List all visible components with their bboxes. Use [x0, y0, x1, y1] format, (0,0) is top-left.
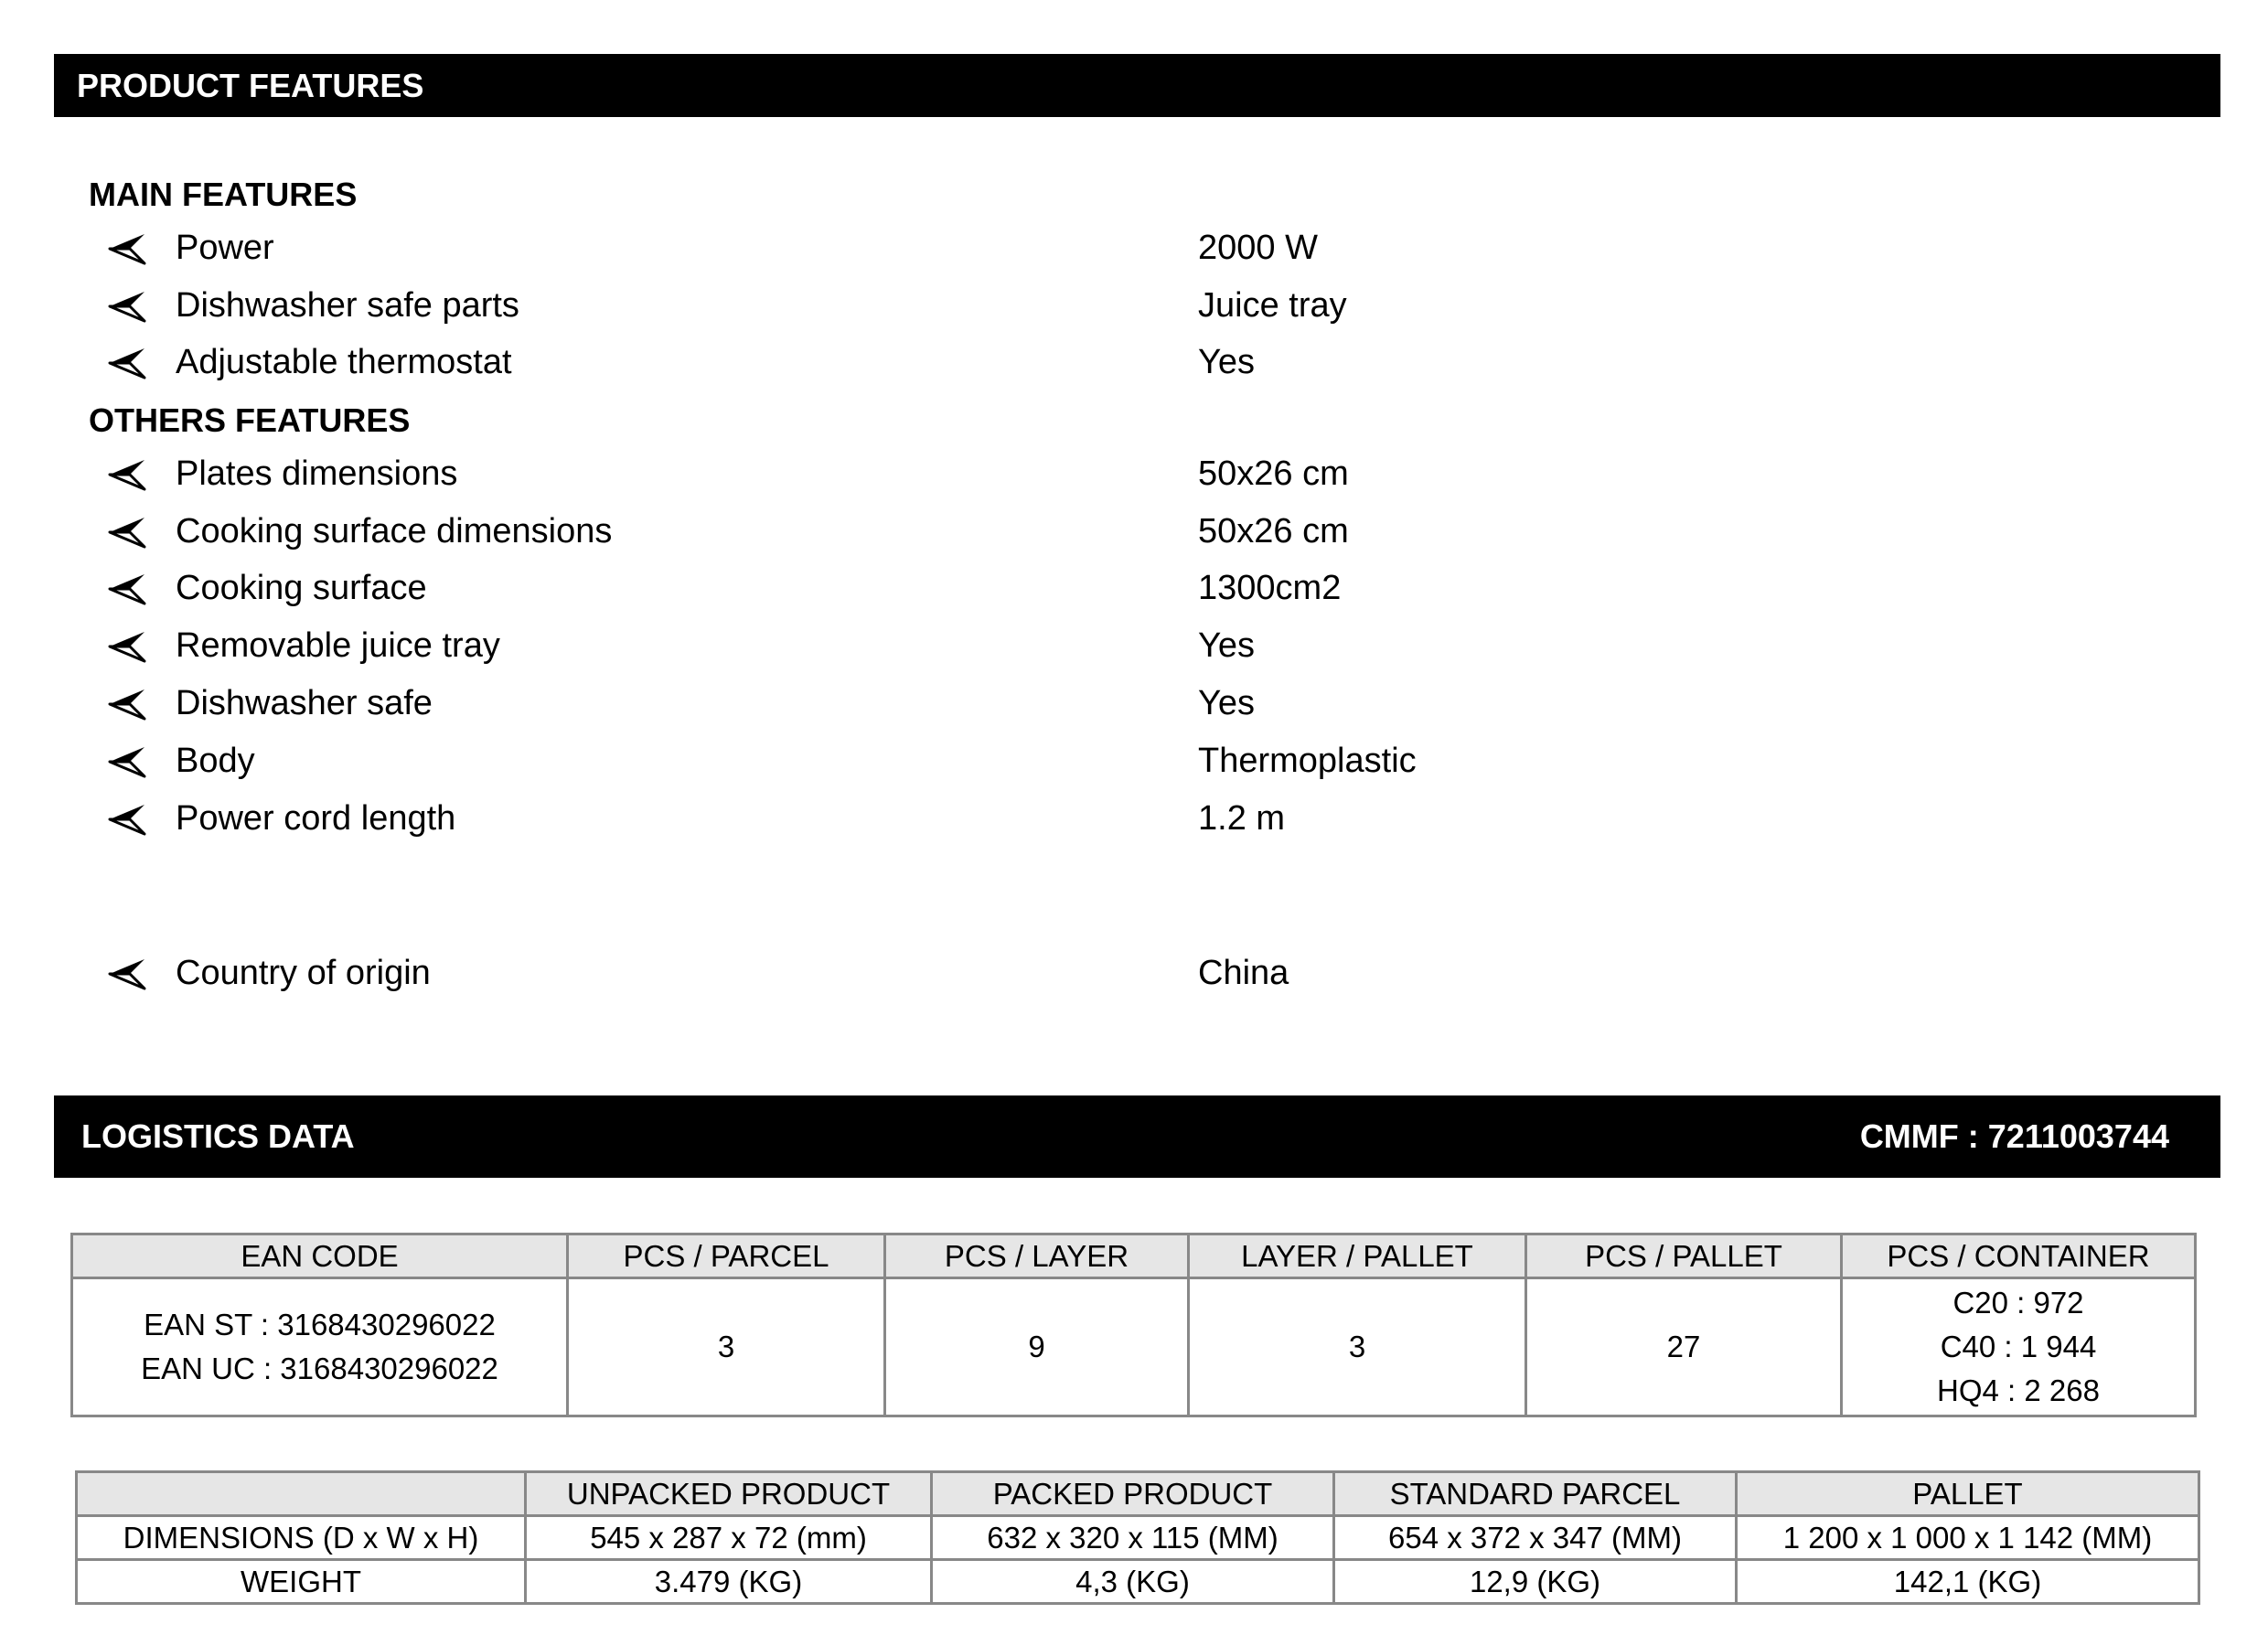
arrow-bullet-icon	[108, 686, 146, 722]
feature-row	[0, 569, 2268, 620]
pcs-layer-cell: 9	[885, 1278, 1189, 1416]
container-c20: C20 : 972	[1952, 1286, 2084, 1320]
feature-row	[0, 229, 2268, 280]
others-features-title: OTHERS FEATURES	[89, 401, 411, 439]
feature-value: Thermoplastic	[1198, 742, 1417, 780]
product-features-header	[54, 54, 2220, 117]
arrow-bullet-icon	[108, 956, 146, 992]
header-cell: STANDARD PARCEL	[1334, 1472, 1737, 1516]
feature-label: Body	[176, 742, 255, 780]
pcs-pallet-cell: 27	[1526, 1278, 1842, 1416]
feature-label: Removable juice tray	[176, 626, 500, 665]
feature-row	[0, 684, 2268, 735]
header-cell: UNPACKED PRODUCT	[526, 1472, 932, 1516]
feature-label: Cooking surface	[176, 569, 427, 607]
feature-label: Plates dimensions	[176, 454, 458, 493]
header-cell: PCS / LAYER	[885, 1234, 1189, 1278]
ean-st: EAN ST : 3168430296022	[144, 1308, 496, 1341]
feature-row	[0, 626, 2268, 678]
table-cell: 545 x 287 x 72 (mm)	[526, 1516, 932, 1560]
feature-row	[0, 286, 2268, 337]
row-label: WEIGHT	[77, 1560, 526, 1604]
feature-label: Dishwasher safe	[176, 684, 433, 722]
feature-value: Yes	[1198, 684, 1255, 722]
feature-value: 50x26 cm	[1198, 512, 1349, 550]
header-cell: PCS / PALLET	[1526, 1234, 1842, 1278]
feature-row	[0, 343, 2268, 394]
pcs-container-cell	[1842, 1278, 2196, 1416]
arrow-bullet-icon	[108, 628, 146, 665]
table-row	[77, 1560, 2199, 1604]
origin-row	[0, 954, 2268, 1005]
row-label: DIMENSIONS (D x W x H)	[77, 1516, 526, 1560]
origin-value: China	[1198, 954, 1289, 992]
feature-row	[0, 454, 2268, 506]
feature-value: 50x26 cm	[1198, 454, 1349, 493]
arrow-bullet-icon	[108, 801, 146, 838]
pcs-parcel-cell: 3	[568, 1278, 885, 1416]
layer-pallet-cell: 3	[1189, 1278, 1526, 1416]
dimensions-table	[75, 1470, 2200, 1605]
feature-label: Dishwasher safe parts	[176, 286, 519, 325]
header-cell: EAN CODE	[72, 1234, 568, 1278]
feature-label: Power cord length	[176, 799, 456, 838]
ean-table	[70, 1233, 2197, 1417]
feature-row	[0, 512, 2268, 563]
arrow-bullet-icon	[108, 456, 146, 493]
arrow-bullet-icon	[108, 288, 146, 325]
table-cell: 1 200 x 1 000 x 1 142 (MM)	[1737, 1516, 2199, 1560]
feature-value: Juice tray	[1198, 286, 1347, 325]
feature-label: Adjustable thermostat	[176, 343, 512, 381]
table-cell: 142,1 (KG)	[1737, 1560, 2199, 1604]
header-cell: PACKED PRODUCT	[932, 1472, 1334, 1516]
table-cell: 12,9 (KG)	[1334, 1560, 1737, 1604]
header-cell: PCS / PARCEL	[568, 1234, 885, 1278]
arrow-bullet-icon	[108, 230, 146, 267]
table-cell: 654 x 372 x 347 (MM)	[1334, 1516, 1737, 1560]
cmmf-code: CMMF : 7211003744	[1859, 1117, 2169, 1155]
container-c40: C40 : 1 944	[1940, 1330, 2097, 1363]
arrow-bullet-icon	[108, 345, 146, 381]
header-cell: PALLET	[1737, 1472, 2199, 1516]
main-features-title: MAIN FEATURES	[89, 176, 358, 213]
feature-value: 1.2 m	[1198, 799, 1286, 838]
feature-value: Yes	[1198, 626, 1255, 665]
arrow-bullet-icon	[108, 743, 146, 780]
table-cell: 4,3 (KG)	[932, 1560, 1334, 1604]
header-cell	[77, 1472, 526, 1516]
origin-label: Country of origin	[176, 954, 431, 992]
ean-codes-cell	[72, 1278, 568, 1416]
arrow-bullet-icon	[108, 514, 146, 550]
feature-value: 2000 W	[1198, 229, 1318, 267]
table-row	[72, 1278, 2196, 1416]
product-features-title: PRODUCT FEATURES	[77, 67, 424, 104]
logistics-title: LOGISTICS DATA	[81, 1117, 355, 1155]
logistics-header	[54, 1095, 2220, 1178]
feature-label: Cooking surface dimensions	[176, 512, 613, 550]
table-row	[77, 1516, 2199, 1560]
header-cell: PCS / CONTAINER	[1842, 1234, 2196, 1278]
header-cell: LAYER / PALLET	[1189, 1234, 1526, 1278]
ean-uc: EAN UC : 3168430296022	[141, 1352, 498, 1385]
feature-row	[0, 799, 2268, 850]
table-cell: 632 x 320 x 115 (MM)	[932, 1516, 1334, 1560]
feature-value: 1300cm2	[1198, 569, 1342, 607]
feature-label: Power	[176, 229, 274, 267]
arrow-bullet-icon	[108, 571, 146, 607]
feature-value: Yes	[1198, 343, 1255, 381]
table-header-row	[77, 1472, 2199, 1516]
table-cell: 3.479 (KG)	[526, 1560, 932, 1604]
container-hq4: HQ4 : 2 268	[1937, 1373, 2100, 1407]
table-header-row	[72, 1234, 2196, 1278]
feature-row	[0, 742, 2268, 793]
